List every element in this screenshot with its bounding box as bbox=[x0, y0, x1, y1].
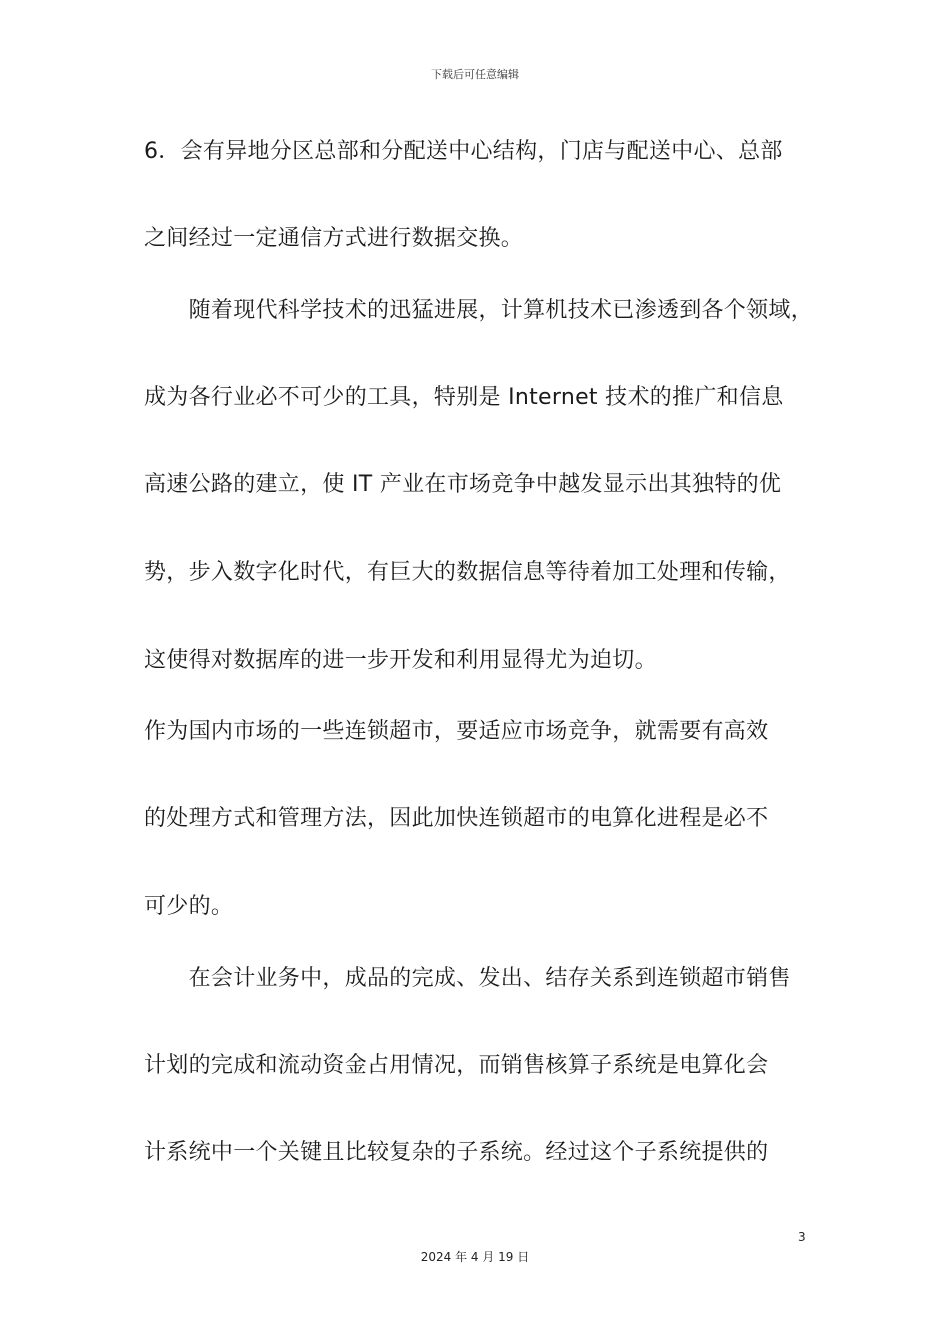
text-line: 成为各行业必不可少的工具，特别是 Internet 技术的推广和信息 bbox=[144, 385, 784, 410]
text-line: 计划的完成和流动资金占用情况，而销售核算子系统是电算化会 bbox=[144, 1053, 769, 1078]
text-line: 作为国内市场的一些连锁超市，要适应市场竞争，就需要有高效 bbox=[144, 719, 769, 744]
text-line: 之间经过一定通信方式进行数据交换。 bbox=[144, 226, 524, 251]
text-line: 这使得对数据库的进一步开发和利用显得尤为迫切。 bbox=[144, 648, 657, 673]
page-number: 3 bbox=[798, 1230, 806, 1244]
text-line: 高速公路的建立，使 IT 产业在市场竞争中越发显示出其独特的优 bbox=[144, 472, 782, 497]
text-line: 随着现代科学技术的迅猛进展，计算机技术已渗透到各个领域， bbox=[144, 298, 814, 323]
text-line: 在会计业务中，成品的完成、发出、结存关系到连锁超市销售 bbox=[144, 966, 791, 991]
footer-date: 2024 年 4 月 19 日 bbox=[420, 1250, 530, 1264]
text-line: 6．会有异地分区总部和分配送中心结构，门店与配送中心、总部 bbox=[144, 139, 783, 164]
header-note: 下载后可任意编辑 bbox=[431, 68, 519, 81]
text-line: 可少的。 bbox=[144, 894, 234, 919]
text-line: 的处理方式和管理方法，因此加快连锁超市的电算化进程是必不 bbox=[144, 806, 769, 831]
text-line: 势，步入数字化时代，有巨大的数据信息等待着加工处理和传输， bbox=[144, 560, 791, 585]
text-line: 计系统中一个关键且比较复杂的子系统。经过这个子系统提供的 bbox=[144, 1140, 769, 1165]
